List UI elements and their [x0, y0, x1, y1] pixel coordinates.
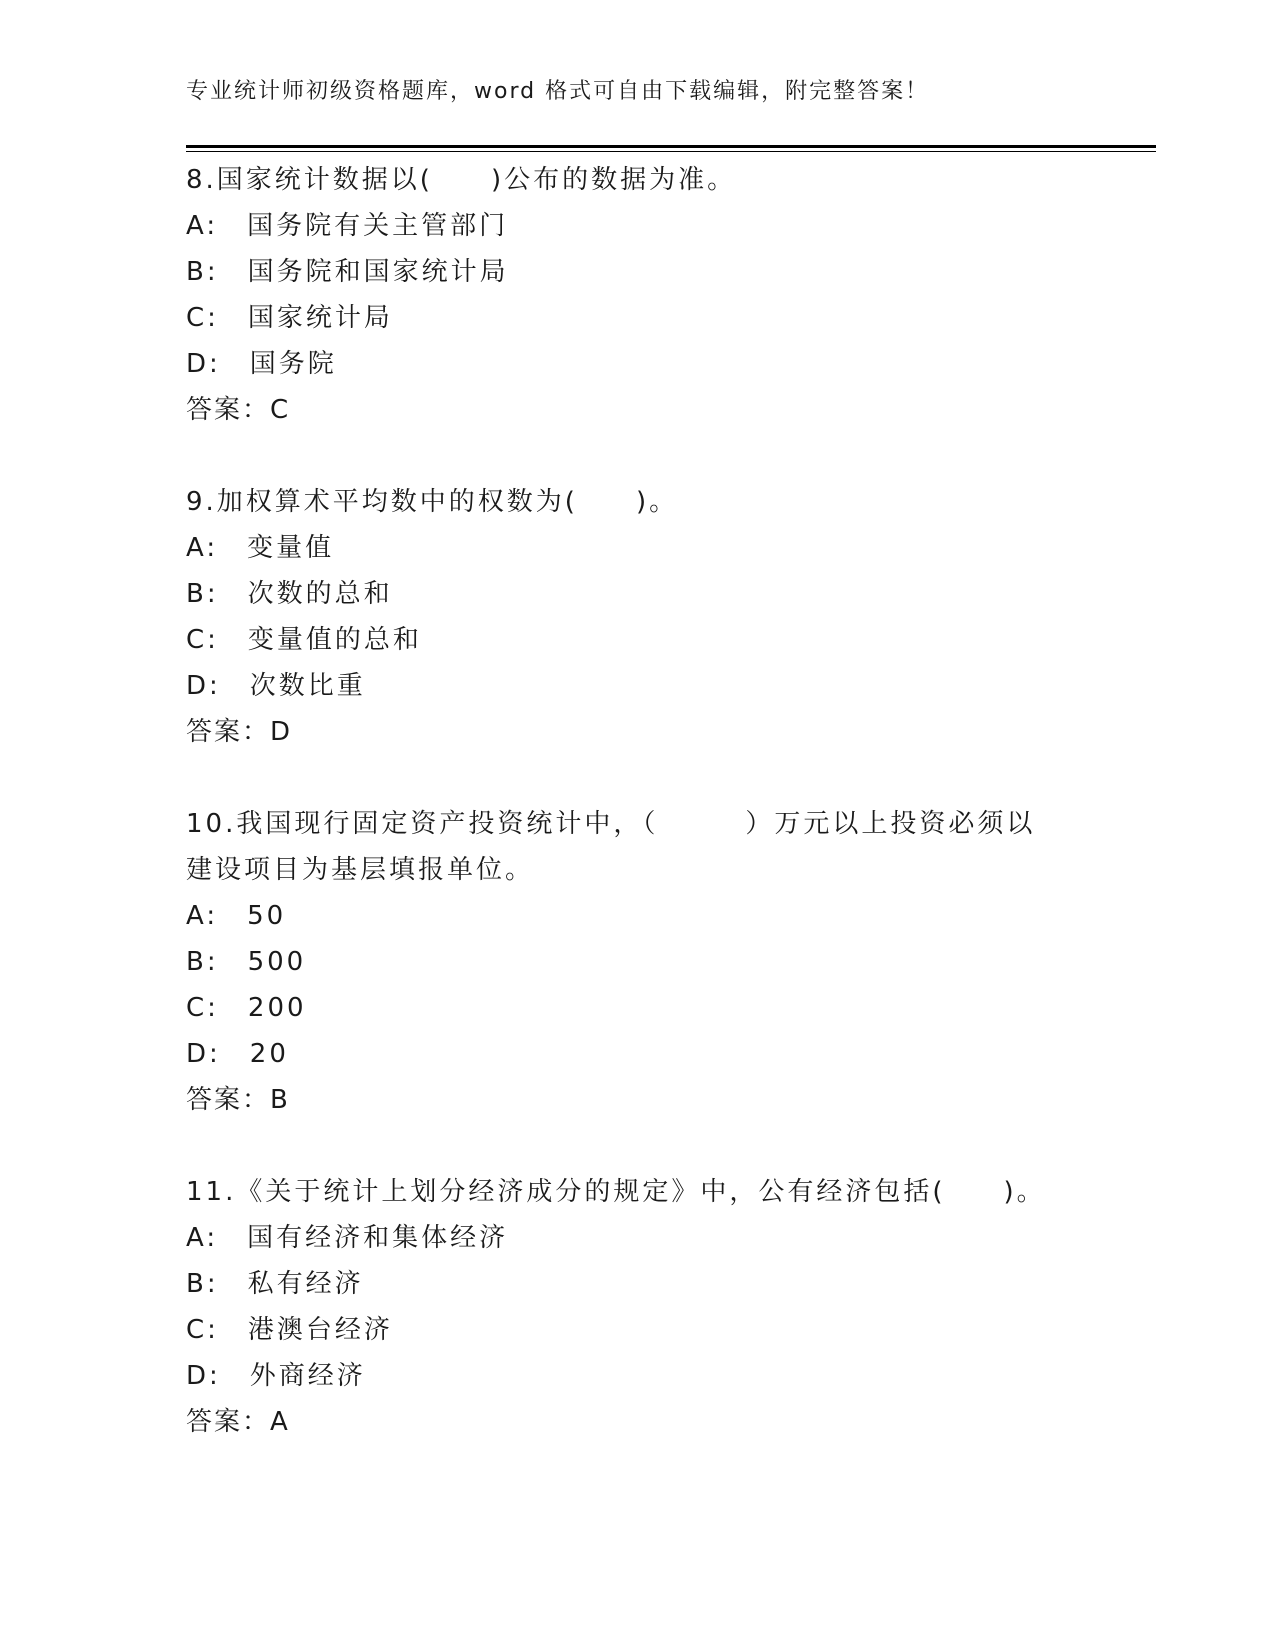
option-d: D: 国务院 [186, 349, 337, 379]
header-divider-thick [186, 145, 1156, 148]
question-stem: 8.国家统计数据以( )公布的数据为准。 [186, 165, 737, 195]
option-a: A: 变量值 [186, 533, 335, 563]
page-header: 专业统计师初级资格题库，word 格式可自由下载编辑，附完整答案！ [186, 79, 930, 104]
option-c: C: 港澳台经济 [186, 1315, 393, 1345]
header-divider-thin [186, 151, 1156, 152]
question-spacer [186, 755, 1086, 801]
question-9 [186, 479, 1086, 755]
question-stem: 9.加权算术平均数中的权数为( )。 [186, 487, 679, 517]
question-list [186, 157, 1086, 1445]
option-b: B: 次数的总和 [186, 579, 393, 609]
question-8 [186, 157, 1086, 433]
answer: 答案：D [186, 717, 293, 747]
question-stem: 11.《关于统计上划分经济成分的规定》中，公有经济包括( )。 [186, 1177, 1046, 1207]
option-c: C: 200 [186, 993, 307, 1023]
option-a: A: 国有经济和集体经济 [186, 1223, 509, 1253]
question-stem: 10.我国现行固定资产投资统计中，（ ）万元以上投资必须以建设项目为基层填报单位。 [186, 809, 1036, 885]
question-spacer [186, 1123, 1086, 1169]
option-c: C: 变量值的总和 [186, 625, 422, 655]
answer: 答案：C [186, 395, 291, 425]
question-spacer [186, 433, 1086, 479]
question-10 [186, 801, 1086, 1123]
option-c: C: 国家统计局 [186, 303, 393, 333]
option-d: D: 外商经济 [186, 1361, 366, 1391]
option-a: A: 国务院有关主管部门 [186, 211, 509, 241]
answer: 答案：A [186, 1407, 290, 1437]
question-11 [186, 1169, 1086, 1445]
option-a: A: 50 [186, 901, 287, 931]
option-b: B: 私有经济 [186, 1269, 364, 1299]
answer: 答案：B [186, 1085, 290, 1115]
option-d: D: 20 [186, 1039, 289, 1069]
option-b: B: 500 [186, 947, 307, 977]
option-d: D: 次数比重 [186, 671, 366, 701]
option-b: B: 国务院和国家统计局 [186, 257, 509, 287]
